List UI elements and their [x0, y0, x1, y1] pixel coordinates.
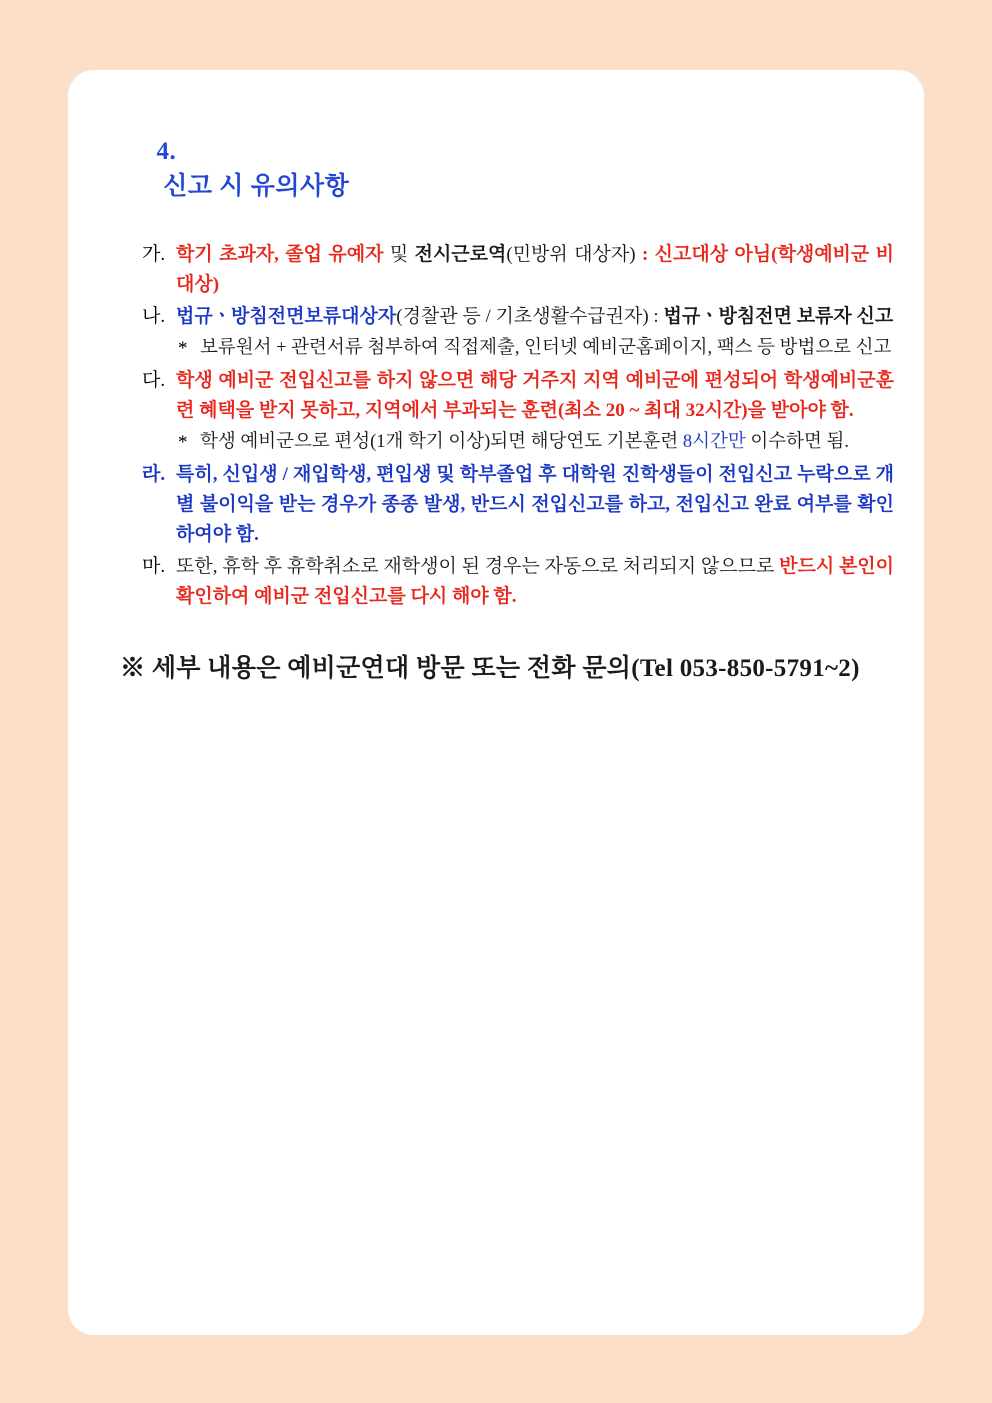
segment: 학생 예비군으로 편성(1개 학기 이상)되면 해당연도 기본훈련 [200, 432, 683, 453]
list-item [142, 366, 894, 426]
segment: 반드시 본인이 확인하여 예비군 전입신고를 다시 해야 함. [176, 556, 895, 608]
list-text [176, 302, 894, 332]
list-marker: 가. [142, 244, 166, 265]
document-content [98, 110, 894, 684]
sub-list-item [178, 428, 894, 458]
list-text [176, 240, 894, 300]
segment: 법규ㆍ방침전면보류대상자 [176, 306, 397, 328]
list-text [176, 552, 894, 612]
section-number: 4. [156, 138, 177, 165]
list-item [142, 240, 894, 300]
sub-list-marker: * [178, 432, 188, 454]
segment: : 신고대상 아님(학생예비군 비대상) [176, 244, 895, 296]
sub-list-item [178, 334, 894, 364]
list-marker: 라. [142, 464, 166, 486]
sub-list-text [200, 428, 894, 457]
segment: 전시근로역 [414, 244, 507, 265]
sub-list-marker: * [178, 338, 188, 360]
document-page [68, 70, 924, 1335]
list-text [176, 366, 894, 426]
list-item [142, 460, 894, 550]
segment: 법규ㆍ방침전면 보류자 신고 [663, 306, 894, 328]
segment: 학생 예비군 전입신고를 하지 않으면 해당 거주지 지역 예비군에 편성되어 학생예비군훈련 혜택을 받지 못하고, 지역에서 부과되는 훈련(최소 20 ~ 최대 32시간)을 받아야 함. [176, 370, 894, 422]
segment: 또한, 휴학 후 휴학취소로 재학생이 된 경우는 자동으로 처리되지 않으므로 [176, 556, 780, 578]
segment: 이수하면 됨. [745, 432, 849, 453]
segment: (민방위 대상자) [506, 244, 642, 265]
list-item [142, 302, 894, 332]
segment: 특히, 신입생 / 재입학생, 편입생 및 학부졸업 후 대학원 진학생들이 전입신고 누락으로 개별 불이익을 받는 경우가 종종 발생, 반드시 전입신고를 하고, 전입신고 완료 여부를 확인하여야 함. [176, 464, 894, 546]
list-text [176, 460, 894, 550]
section-title: 신고 시 유의사항 [163, 173, 350, 200]
list-marker: 나. [142, 306, 166, 328]
list-item [142, 552, 894, 612]
segment: 보류원서 + 관련서류 첨부하여 직접제출, 인터넷 예비군홈페이지, 팩스 등 방법으로 신고 [200, 338, 892, 359]
segment: 학기 초과자, 졸업 유예자 [176, 244, 390, 265]
list-marker: 마. [142, 556, 166, 578]
sub-list-text [200, 334, 894, 363]
segment: 8시간만 [682, 432, 746, 453]
section-heading [116, 110, 894, 230]
footer-note: ※ 세부 내용은 예비군연대 방문 또는 전화 문의(Tel 053-850-5791~2) [120, 655, 860, 683]
list-marker: 다. [142, 370, 166, 392]
segment: (경찰관 등 / 기초생활수급권자) : [396, 306, 664, 328]
segment: 및 [389, 244, 415, 265]
